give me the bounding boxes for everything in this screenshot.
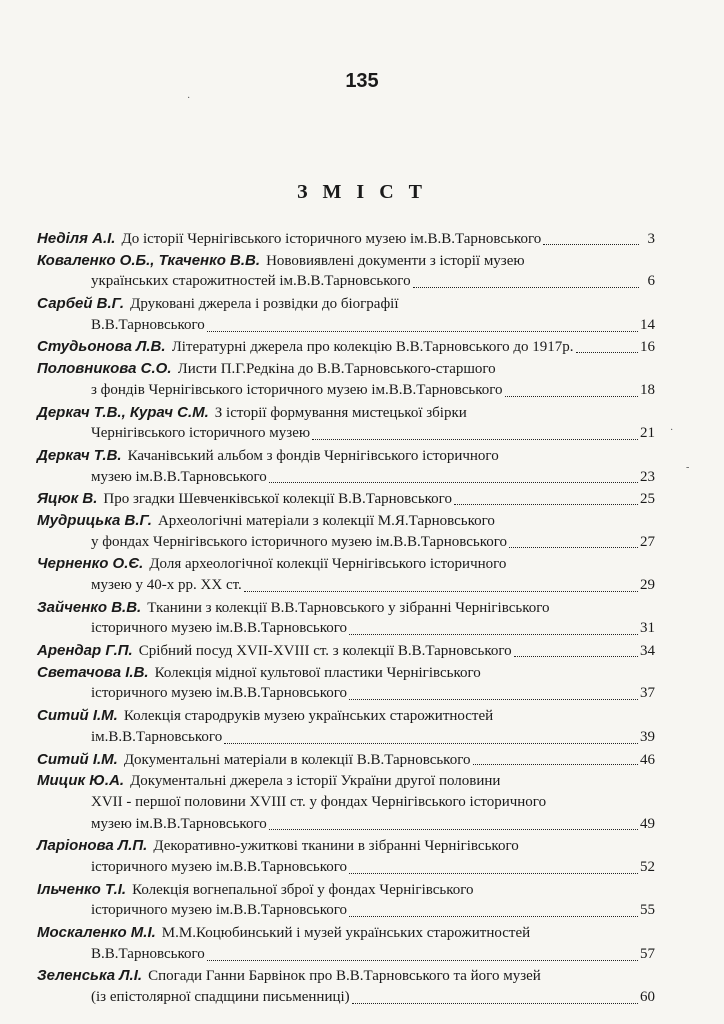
toc-entry-title: XVII - першої половини XVIII ст. у фондах Чернігівського історичного <box>91 793 547 810</box>
toc-entry <box>37 662 655 705</box>
toc-entry-line <box>37 944 655 966</box>
toc-entry-author: Сарбей В.Г. <box>37 295 125 313</box>
toc-entry-line <box>37 640 655 662</box>
toc-entry-title: Срібний посуд XVII-XVIII ст. з колекції В.В.Тарновського <box>138 643 512 660</box>
toc-entry-title: В.В.Тарновського <box>91 945 205 962</box>
toc-entry <box>37 358 655 401</box>
toc-entry-title: у фондах Чернігівського історичного музею ім.В.В.Тарновського <box>91 533 508 550</box>
toc-entry-title: До історії Чернігівського історичного музею ім.В.В.Тарновського <box>121 231 542 247</box>
dot-leader <box>349 698 638 700</box>
toc-entry-line <box>37 683 655 705</box>
toc-entry-title: Документальні матеріали в колекції В.В.Тарновського <box>123 751 471 768</box>
dot-leader <box>454 503 638 505</box>
dot-leader <box>207 959 638 961</box>
toc-entry-page: 25 <box>640 491 655 508</box>
dot-leader <box>413 286 639 288</box>
toc-entry <box>37 640 655 662</box>
dot-leader <box>269 481 638 483</box>
toc-entry-line <box>37 228 655 250</box>
toc-entry-line <box>37 900 655 922</box>
toc-entry-author: Коваленко О.Б., Ткаченко В.В. <box>37 251 261 269</box>
toc-entry-title: ім.В.В.Тарновського <box>91 728 223 745</box>
toc-entry-title: Друковані джерела і розвідки до біографії <box>130 296 399 313</box>
dot-leader <box>207 330 638 332</box>
toc-entry-line <box>37 727 655 749</box>
toc-entry-title: музею ім.В.В.Тарновського <box>91 468 267 485</box>
dot-leader <box>352 1002 638 1004</box>
toc-entry-line <box>37 814 655 836</box>
toc-entry-title: історичного музею ім.В.В.Тарновського <box>91 620 348 637</box>
dot-leader <box>473 763 639 765</box>
dot-leader <box>349 872 638 874</box>
toc-entry-title: Колекція вогнепальної зброї у фондах Чернігівського <box>132 881 474 898</box>
toc-entry-author: Москаленко М.І. <box>37 924 156 941</box>
toc-entry-title: Нововиявлені документи з історії музею <box>266 252 525 269</box>
toc-entry-title: історичного музею ім.В.В.Тарновського <box>91 858 348 875</box>
page-title: З М І С Т <box>297 181 427 203</box>
toc-entry-page: 49 <box>640 815 655 832</box>
toc-entry-line <box>37 423 655 445</box>
toc-entry-author: Деркач Т.В. <box>37 446 122 464</box>
toc-entry <box>37 293 655 336</box>
toc-entry-title: Декоративно-ужиткові тканини в зібранні Чернігівського <box>153 838 519 855</box>
toc-entry <box>37 922 655 965</box>
toc-entry-line <box>37 488 655 510</box>
toc-entry-author: Светачова І.В. <box>37 663 149 681</box>
toc-entry-title: Качанівський альбом з фондів Чернігівського історичного <box>127 447 499 464</box>
table-of-contents <box>37 228 655 1009</box>
toc-entry <box>37 488 655 510</box>
toc-entry-line <box>37 857 655 879</box>
toc-entry-title: Документальні джерела з історії України другої половини <box>130 773 501 790</box>
toc-entry-title: Спогади Ганни Барвінок про В.В.Тарновського та його музей <box>148 968 541 985</box>
toc-entry-title: Про згадки Шевченківської колекції В.В.Тарновського <box>103 491 452 508</box>
toc-entry-page: 46 <box>640 751 655 768</box>
toc-entry-line <box>37 445 655 467</box>
toc-entry-title: музею ім.В.В.Тарновського <box>91 815 267 832</box>
toc-entry-line <box>37 575 655 597</box>
toc-entry-line <box>37 987 655 1009</box>
toc-entry-title: історичного музею ім.В.В.Тарновського <box>91 902 348 919</box>
toc-entry-title: (із епістолярної спадщини письменниці) <box>91 989 350 1006</box>
toc-entry-page: 27 <box>640 533 655 550</box>
toc-entry-title: Колекція стародруків музею українських старожитностей <box>123 708 494 725</box>
dot-leader <box>514 655 638 657</box>
toc-entry-line <box>37 380 655 402</box>
toc-entry-title: В.В.Тарновського <box>91 316 205 333</box>
scan-speck: · <box>187 93 191 104</box>
toc-entry-title: М.М.Коцюбинський і музей українських старожитностей <box>161 925 531 941</box>
toc-entry-author: Студьонова Л.В. <box>37 338 166 356</box>
toc-entry-title: Доля археологічної колекції Чернігівського історичного <box>149 556 507 573</box>
toc-entry <box>37 749 655 771</box>
toc-entry-title: Листи П.Г.Редкіна до В.В.Тарновського-старшого <box>177 361 496 378</box>
toc-entry-page: 55 <box>640 902 655 919</box>
toc-entry-line <box>37 467 655 489</box>
dot-leader <box>349 633 638 635</box>
dot-leader <box>543 243 639 245</box>
toc-entry-line <box>37 315 655 337</box>
toc-entry-page: 60 <box>640 989 655 1006</box>
toc-entry <box>37 597 655 640</box>
toc-entry-page: 37 <box>640 685 655 702</box>
toc-entry-page: 31 <box>640 620 655 637</box>
scan-speck: · <box>670 425 674 436</box>
dot-leader <box>349 915 638 917</box>
toc-entry <box>37 705 655 748</box>
toc-entry-line <box>37 922 655 944</box>
scan-speck: - <box>686 462 690 473</box>
toc-entry <box>37 250 655 293</box>
toc-entry-line <box>37 792 655 814</box>
toc-entry <box>37 965 655 1008</box>
toc-entry <box>37 228 655 250</box>
toc-entry-line <box>37 336 655 358</box>
toc-entry-title: Чернігівського історичного музею <box>91 425 311 442</box>
dot-leader <box>269 828 638 830</box>
toc-entry-author: Зайченко В.В. <box>37 598 142 616</box>
toc-entry-line <box>37 835 655 857</box>
toc-entry-line <box>37 271 655 293</box>
toc-entry-author: Неділя А.І. <box>37 230 116 247</box>
toc-entry-line <box>37 293 655 315</box>
toc-entry-title: Археологічні матеріали з колекції М.Я.Тарновського <box>157 512 495 529</box>
toc-entry <box>37 835 655 878</box>
toc-entry-line <box>37 402 655 424</box>
toc-entry <box>37 770 655 835</box>
toc-entry-title: Колекція мідної культової пластики Чернігівського <box>154 664 481 681</box>
toc-entry-line <box>37 965 655 987</box>
toc-entry-line <box>37 358 655 380</box>
dot-leader <box>576 351 638 353</box>
toc-entry-line <box>37 532 655 554</box>
dot-leader <box>224 742 638 744</box>
toc-entry-title: Тканини з колекції В.В.Тарновського у зібранні Чернігівського <box>147 599 550 616</box>
toc-entry <box>37 553 655 596</box>
toc-entry-line <box>37 879 655 901</box>
toc-entry-page: 34 <box>640 643 655 660</box>
toc-entry-author: Мицик Ю.А. <box>37 772 125 790</box>
dot-leader <box>312 438 638 440</box>
toc-entry-line <box>37 662 655 684</box>
toc-entry <box>37 879 655 922</box>
toc-entry-page: 29 <box>640 577 655 593</box>
toc-entry-line <box>37 749 655 771</box>
toc-entry-line <box>37 553 655 575</box>
toc-entry-page: 16 <box>640 339 655 356</box>
dot-leader <box>244 590 638 592</box>
toc-entry-page: 6 <box>647 273 655 290</box>
toc-entry-line <box>37 597 655 619</box>
toc-entry-author: Арендар Г.П. <box>37 642 133 660</box>
toc-entry-line <box>37 510 655 532</box>
dot-leader <box>509 546 638 548</box>
page-number: 135 <box>345 70 379 92</box>
toc-entry-page: 18 <box>640 381 655 398</box>
toc-entry-page: 39 <box>640 728 655 745</box>
dot-leader <box>505 395 638 397</box>
toc-entry-author: Ларіонова Л.П. <box>37 837 148 855</box>
toc-entry <box>37 445 655 488</box>
toc-entry-page: 57 <box>640 945 655 962</box>
toc-entry-author: Зеленська Л.І. <box>37 967 143 985</box>
toc-entry-author: Ільченко Т.І. <box>37 880 127 898</box>
toc-entry-author: Ситий І.М. <box>37 750 118 768</box>
toc-entry <box>37 402 655 445</box>
toc-entry-line <box>37 705 655 727</box>
toc-entry-page: 14 <box>640 316 655 333</box>
toc-entry-author: Яцюк В. <box>37 490 98 508</box>
toc-entry-title: з фондів Чернігівського історичного музею ім.В.В.Тарновського <box>91 381 503 398</box>
toc-entry-line <box>37 618 655 640</box>
toc-entry-author: Мудрицька В.Г. <box>37 511 152 529</box>
toc-entry-page: 21 <box>640 425 655 442</box>
toc-entry-page: 3 <box>647 231 655 247</box>
toc-entry <box>37 336 655 358</box>
toc-entry-page: 52 <box>640 858 655 875</box>
toc-entry-page: 23 <box>640 468 655 485</box>
toc-entry-title: З історії формування мистецької збірки <box>214 404 467 421</box>
toc-entry-author: Деркач Т.В., Курач С.М. <box>37 403 209 421</box>
toc-entry-author: Половникова С.О. <box>37 360 172 378</box>
toc-entry-title: українських старожитностей ім.В.В.Тарновського <box>91 273 411 290</box>
toc-entry <box>37 510 655 553</box>
toc-entry-title: Літературні джерела про колекцію В.В.Тарновського до 1917р. <box>171 339 574 356</box>
toc-entry-line <box>37 250 655 272</box>
toc-entry-author: Черненко О.Є. <box>37 555 144 573</box>
toc-entry-line <box>37 770 655 792</box>
toc-entry-author: Ситий І.М. <box>37 707 118 725</box>
toc-entry-title: музею у 40-х рр. XX ст. <box>91 577 242 593</box>
toc-entry-title: історичного музею ім.В.В.Тарновського <box>91 685 348 702</box>
